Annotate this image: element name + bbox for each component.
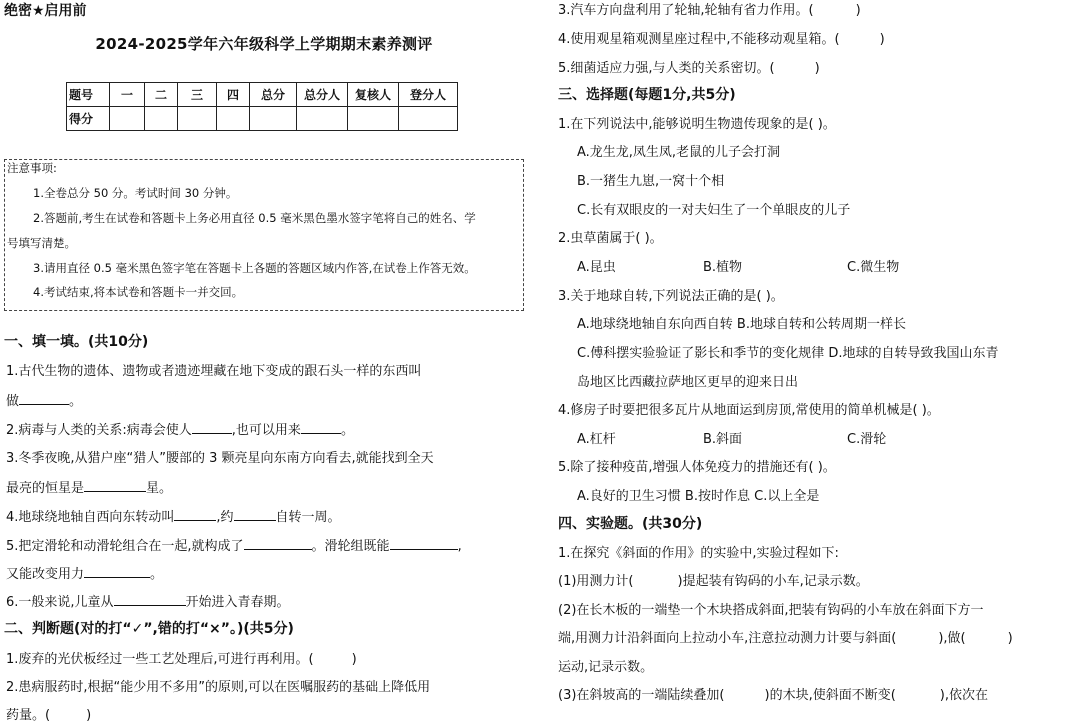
judge-question-2-cont: 药量。( ): [6, 708, 92, 723]
fill-question-5: 5.把定滑轮和动滑轮组合在一起,就构成了 。滑轮组既能 ,: [6, 539, 462, 554]
notice-heading: 注意事项:: [7, 161, 57, 175]
score-header-cell: 四: [217, 83, 250, 107]
section-4-heading: 四、实验题。(共30分): [558, 516, 703, 532]
choice-option[interactable]: C.微生物: [847, 260, 900, 275]
choice-question-5: 5.除了接种疫苗,增强人体免疫力的措施还有( )。: [558, 460, 836, 475]
experiment-step-3: (3)在斜坡高的一端陆续叠加( )的木块,使斜面不断变( ),依次在: [558, 688, 988, 703]
experiment-intro: 1.在探究《斜面的作用》的实验中,实验过程如下:: [558, 546, 839, 561]
score-cell[interactable]: [348, 107, 399, 131]
secret-label: 绝密★启用前: [4, 3, 87, 19]
score-header-cell: 二: [145, 83, 178, 107]
score-header-cell: 登分人: [399, 83, 458, 107]
score-table-header-row: [67, 83, 458, 107]
answer-blank[interactable]: [244, 537, 312, 550]
judge-question-3: 3.汽车方向盘利用了轮轴,轮轴有省力作用。( ): [558, 3, 861, 18]
score-cell[interactable]: [217, 107, 250, 131]
score-row-label: 得分: [67, 107, 110, 131]
answer-blank[interactable]: [192, 421, 232, 434]
fill-question-1-cont: 做 。: [6, 394, 83, 409]
answer-blank[interactable]: [174, 508, 216, 521]
score-cell[interactable]: [145, 107, 178, 131]
choice-option[interactable]: C.傅科摆实验验证了影长和季节的变化规律 D.地球的自转导致我国山东青: [577, 346, 999, 361]
score-header-cell: 题号: [67, 83, 110, 107]
choice-option[interactable]: B.一猪生九崽,一窝十个相: [577, 174, 725, 189]
choice-question-3: 3.关于地球自转,下列说法正确的是( )。: [558, 289, 784, 304]
choice-option[interactable]: A.龙生龙,凤生凤,老鼠的儿子会打洞: [577, 145, 781, 160]
score-header-cell: 总分: [250, 83, 297, 107]
score-table-score-row: [67, 107, 458, 131]
answer-blank[interactable]: [19, 392, 69, 405]
choice-option[interactable]: C.滑轮: [847, 432, 887, 447]
answer-blank[interactable]: [234, 508, 276, 521]
score-header-cell: 三: [178, 83, 217, 107]
choice-option[interactable]: B.斜面: [703, 432, 743, 447]
experiment-step-1: (1)用测力计( )提起装有钩码的小车,记录示数。: [558, 574, 869, 589]
judge-question-1: 1.废弃的光伏板经过一些工艺处理后,可进行再利用。( ): [6, 652, 357, 667]
fill-question-3-cont: 最亮的恒星是 星。: [6, 481, 173, 496]
notice-item: 4.考试结束,将本试卷和答题卡一并交回。: [33, 285, 244, 299]
notice-item: 3.请用直径 0.5 毫米黑色签字笔在答题卡上各题的答题区域内作答,在试卷上作答无效。: [33, 261, 476, 275]
choice-option[interactable]: B.植物: [703, 260, 743, 275]
section-2-heading: 二、判断题(对的打“✓”,错的打“×”。)(共5分): [4, 621, 294, 637]
choice-option[interactable]: C.长有双眼皮的一对夫妇生了一个单眼皮的儿子: [577, 203, 851, 218]
notice-item: 2.答题前,考生在试卷和答题卡上务必用直径 0.5 毫米黑色墨水签字笔将自己的姓名、学: [33, 211, 476, 225]
exam-title: 2024-2025学年六年级科学上学期期末素养测评: [95, 35, 433, 53]
experiment-step-2: (2)在长木板的一端垫一个木块搭成斜面,把装有钩码的小车放在斜面下方一: [558, 603, 984, 618]
answer-blank[interactable]: [84, 479, 146, 492]
answer-blank[interactable]: [114, 593, 186, 606]
answer-blank[interactable]: [301, 421, 341, 434]
notice-item: 号填写清楚。: [7, 236, 76, 250]
judge-question-5: 5.细菌适应力强,与人类的关系密切。( ): [558, 61, 820, 76]
score-header-cell: 一: [110, 83, 145, 107]
choice-question-4: 4.修房子时要把很多瓦片从地面运到房顶,常使用的简单机械是( )。: [558, 403, 940, 418]
section-3-heading: 三、选择题(每题1分,共5分): [558, 87, 736, 103]
choice-option[interactable]: A.昆虫: [577, 260, 616, 275]
fill-question-3: 3.冬季夜晚,从猎户座“猎人”腰部的 3 颗亮星向东南方向看去,就能找到全天: [6, 451, 434, 466]
score-cell[interactable]: [110, 107, 145, 131]
score-cell[interactable]: [250, 107, 297, 131]
choice-option[interactable]: A.良好的卫生习惯 B.按时作息 C.以上全是: [577, 489, 820, 504]
score-header-cell: 复核人: [348, 83, 399, 107]
score-cell[interactable]: [297, 107, 348, 131]
fill-question-2: 2.病毒与人类的关系:病毒会使人 ,也可以用来 。: [6, 423, 354, 438]
experiment-step-2-cont: 运动,记录示数。: [558, 660, 654, 675]
answer-blank[interactable]: [390, 537, 458, 550]
fill-question-5-cont: 又能改变用力 。: [6, 567, 164, 582]
score-header-cell: 总分人: [297, 83, 348, 107]
score-cell[interactable]: [399, 107, 458, 131]
choice-question-1: 1.在下列说法中,能够说明生物遗传现象的是( )。: [558, 117, 836, 132]
choice-option-cont: 岛地区比西藏拉萨地区更早的迎来日出: [577, 375, 799, 390]
choice-option[interactable]: A.地球绕地轴自东向西自转 B.地球自转和公转周期一样长: [577, 317, 906, 332]
fill-question-6: 6.一般来说,儿童从 开始进入青春期。: [6, 595, 290, 610]
judge-question-2: 2.患病服药时,根据“能少用不多用”的原则,可以在医嘱服药的基础上降低用: [6, 680, 431, 695]
section-1-heading: 一、填一填。(共10分): [4, 334, 149, 350]
score-table: [66, 82, 458, 131]
experiment-step-2-cont: 端,用测力计沿斜面向上拉动小车,注意拉动测力计要与斜面( ),做( ): [558, 631, 1013, 646]
choice-option[interactable]: A.杠杆: [577, 432, 616, 447]
notice-item: 1.全卷总分 50 分。考试时间 30 分钟。: [33, 186, 238, 200]
fill-question-1: 1.古代生物的遗体、遗物或者遗迹埋藏在地下变成的跟石头一样的东西叫: [6, 364, 422, 379]
score-cell[interactable]: [178, 107, 217, 131]
judge-question-4: 4.使用观星箱观测星座过程中,不能移动观星箱。( ): [558, 32, 885, 47]
answer-blank[interactable]: [84, 565, 150, 578]
choice-question-2: 2.虫草菌属于( )。: [558, 231, 663, 246]
fill-question-4: 4.地球绕地轴自西向东转动叫 ,约 自转一周。: [6, 510, 341, 525]
